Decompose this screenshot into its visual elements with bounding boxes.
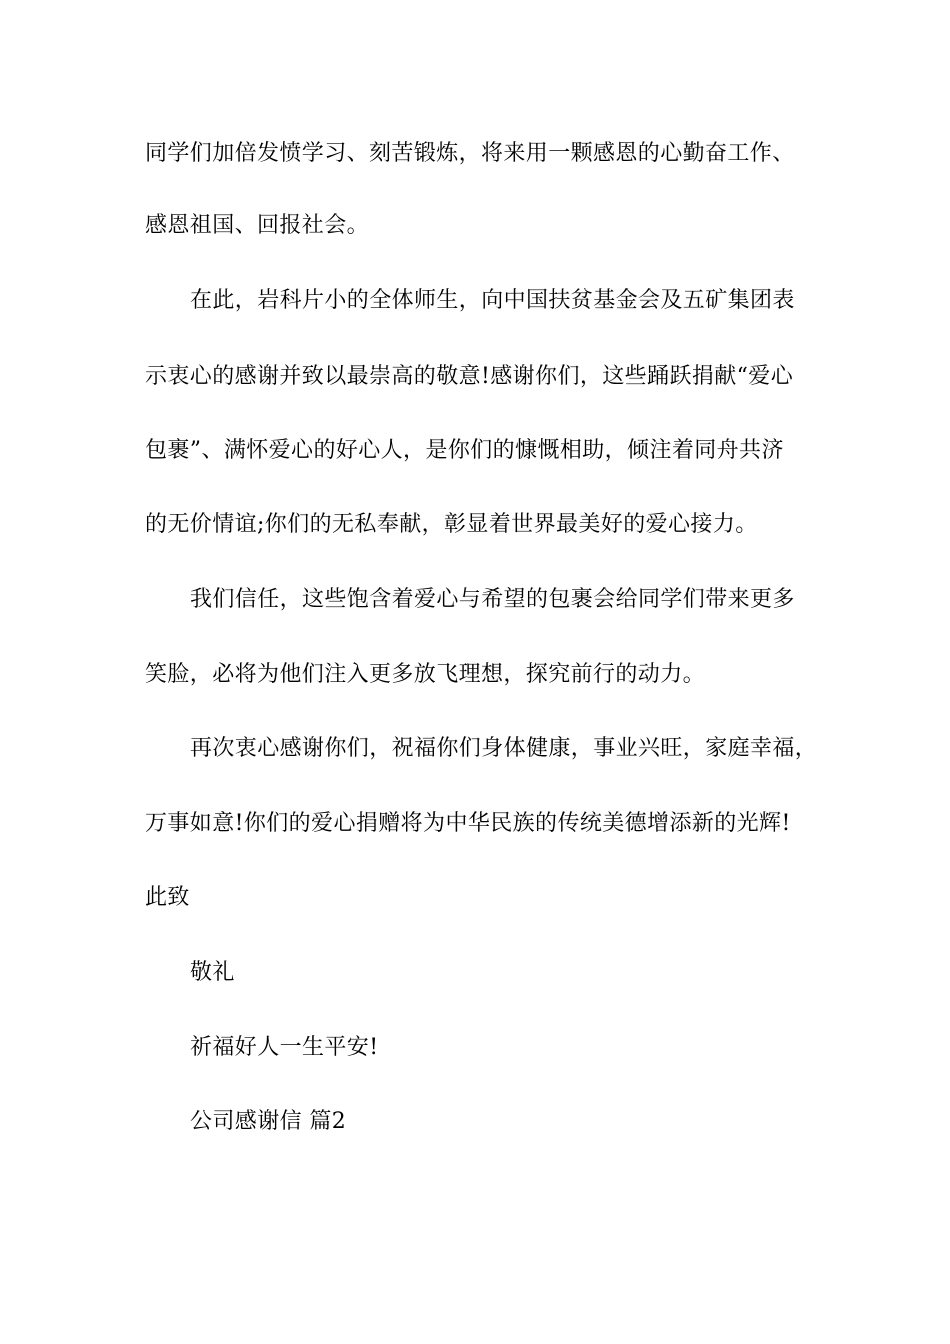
paragraph-line: 包裹”、满怀爱心的好心人，是你们的慷慨相助，倾注着同舟共济 xyxy=(145,438,784,463)
closing-line: 此致 xyxy=(145,885,190,910)
blessing-line: 祈福好人一生平安! xyxy=(190,1035,379,1060)
paragraph-line: 的无价情谊;你们的无私奉献，彰显着世界最美好的爱心接力。 xyxy=(145,512,758,537)
paragraph-line: 再次衷心感谢你们，祝福你们身体健康，事业兴旺，家庭幸福， xyxy=(190,736,818,761)
salutation-line: 敬礼 xyxy=(190,960,235,985)
paragraph-line: 示衷心的感谢并致以最崇高的敬意!感谢你们，这些踊跃捐献“爱心 xyxy=(145,364,794,389)
paragraph-line: 笑脸，必将为他们注入更多放飞理想，探究前行的动力。 xyxy=(145,662,706,687)
paragraph-line: 在此，岩科片小的全体师生，向中国扶贫基金会及五矿集团表 xyxy=(190,288,795,313)
paragraph-line: 我们信任，这些饱含着爱心与希望的包裹会给同学们带来更多 xyxy=(190,587,795,612)
paragraph-line: 万事如意!你们的爱心捐赠将为中华民族的传统美德增添新的光辉! xyxy=(145,811,791,836)
paragraph-line: 同学们加倍发愤学习、刻苦锻炼，将来用一颗感恩的心勤奋工作、 xyxy=(145,141,795,166)
section-heading: 公司感谢信 篇2 xyxy=(190,1109,347,1134)
paragraph-line: 感恩祖国、回报社会。 xyxy=(145,213,370,238)
